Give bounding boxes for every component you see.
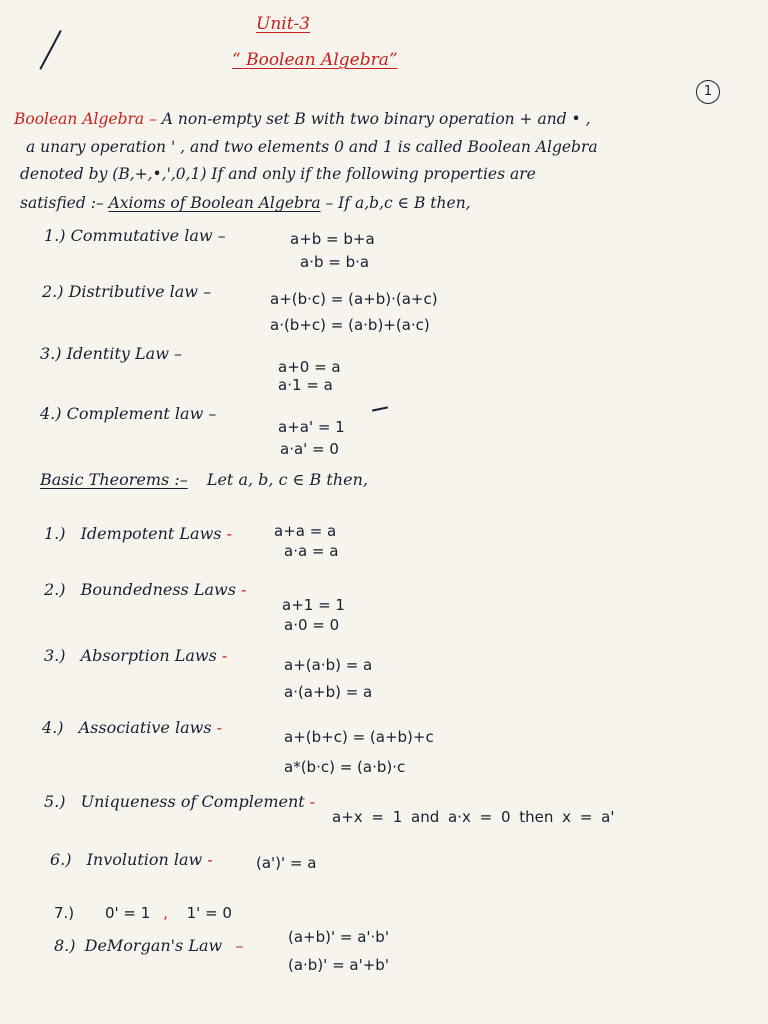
theorem-item	[44, 646, 227, 665]
theorem-equation: a*(b·c) = (a·b)·c	[284, 758, 406, 776]
theorem-number: 2.)	[44, 580, 66, 599]
axiom-equation: a·b = b·a	[300, 253, 370, 271]
axiom-equation: a+0 = a	[278, 358, 341, 376]
theorem-dash: ,	[163, 904, 168, 922]
theorem-dash: -	[226, 524, 232, 543]
definition-line-1	[14, 108, 591, 130]
axiom-label: 2.) Distributive law –	[42, 282, 212, 301]
theorem-item	[50, 850, 213, 869]
theorem-dash: -	[241, 580, 247, 599]
theorem-equation: a·(a+b) = a	[284, 683, 373, 701]
page-title: “ Boolean Algebra”	[232, 50, 398, 70]
theorem-number: 1.)	[44, 524, 66, 543]
theorem-dash: -	[221, 646, 228, 665]
unit-heading: Unit-3	[256, 14, 311, 34]
theorem-number: 8.)	[54, 936, 76, 955]
theorem-equation: a·0 = 0	[284, 616, 340, 634]
theorem-equation: a+a = a	[274, 522, 337, 540]
theorem-equation: 1' = 0	[186, 904, 232, 922]
axiom-label: 1.) Commutative law –	[44, 226, 226, 245]
axiom-equation: a·(b+c) = (a·b)+(a·c)	[270, 316, 430, 334]
theorem-dash: -	[207, 850, 213, 869]
theorem-equation: a+1 = 1	[282, 596, 345, 614]
definition-line-2: a unary operation ' , and two elements 0 and 1 is called Boolean Algebra	[26, 138, 598, 156]
theorem-item	[44, 580, 246, 599]
axiom-equation: a+b = b+a	[290, 230, 375, 248]
theorems-heading: Basic Theorems :–	[40, 470, 188, 489]
theorem-name: 0' = 1	[104, 904, 151, 922]
satisfied-text: satisfied :–	[20, 194, 104, 212]
theorem-dash: –	[235, 936, 244, 955]
axiom-label: 3.) Identity Law –	[40, 344, 182, 363]
definition-text-4: – If a,b,c ∈ B then,	[325, 194, 471, 212]
theorem-number: 7.)	[54, 904, 75, 922]
definition-term: Boolean Algebra –	[14, 110, 157, 128]
theorem-equation: a+(b+c) = (a+b)+c	[284, 728, 434, 746]
theorem-item	[42, 718, 222, 737]
axiom-equation: a·1 = a	[278, 376, 333, 394]
pen-stroke-mark	[39, 30, 61, 70]
theorem-name: Associative laws	[78, 718, 212, 737]
theorem-name: Absorption Laws	[80, 646, 217, 665]
theorem-number: 5.)	[44, 792, 66, 811]
axiom-equation: a+a' = 1	[278, 418, 345, 436]
theorem-number: 3.)	[44, 646, 66, 665]
theorem-dash: -	[309, 792, 316, 811]
theorem-equation: (a·b)' = a'+b'	[288, 956, 389, 974]
theorem-item	[54, 936, 243, 955]
theorem-name: Involution law	[86, 850, 203, 869]
definition-line-4	[20, 192, 471, 214]
theorem-equation: a+x = 1 and a·x = 0 then x = a'	[332, 808, 615, 826]
theorem-name: Uniqueness of Complement	[80, 792, 305, 811]
theorem-equation: (a+b)' = a'·b'	[288, 928, 389, 946]
axiom-label: 4.) Complement law –	[40, 404, 217, 423]
axiom-equation: a+(b·c) = (a+b)·(a+c)	[270, 290, 438, 308]
theorems-intro: Let a, b, c ∈ B then,	[206, 470, 368, 489]
definition-text-1: A non-empty set B with two binary operation + and • ,	[161, 110, 591, 128]
theorem-name: Boundedness Laws	[80, 580, 236, 599]
axiom-equation: a·a' = 0	[280, 440, 339, 458]
theorem-item	[44, 524, 232, 543]
theorem-equation: a·a = a	[284, 542, 339, 560]
theorem-item	[44, 792, 315, 811]
definition-line-3: denoted by (B,+,•,',0,1) If and only if the following properties are	[20, 165, 536, 183]
page-number: 1	[696, 80, 720, 104]
theorem-name: DeMorgan's Law	[84, 936, 223, 955]
theorem-equation: (a')' = a	[256, 854, 317, 872]
theorem-name: Idempotent Laws	[80, 524, 222, 543]
theorem-number: 4.)	[42, 718, 64, 737]
theorem-dash: -	[216, 718, 223, 737]
theorems-header	[40, 470, 368, 489]
stray-mark	[372, 406, 388, 411]
axioms-heading: Axioms of Boolean Algebra	[108, 194, 321, 212]
theorem-number: 6.)	[50, 850, 72, 869]
theorem-equation: a+(a·b) = a	[284, 656, 373, 674]
theorem-item	[54, 904, 232, 922]
